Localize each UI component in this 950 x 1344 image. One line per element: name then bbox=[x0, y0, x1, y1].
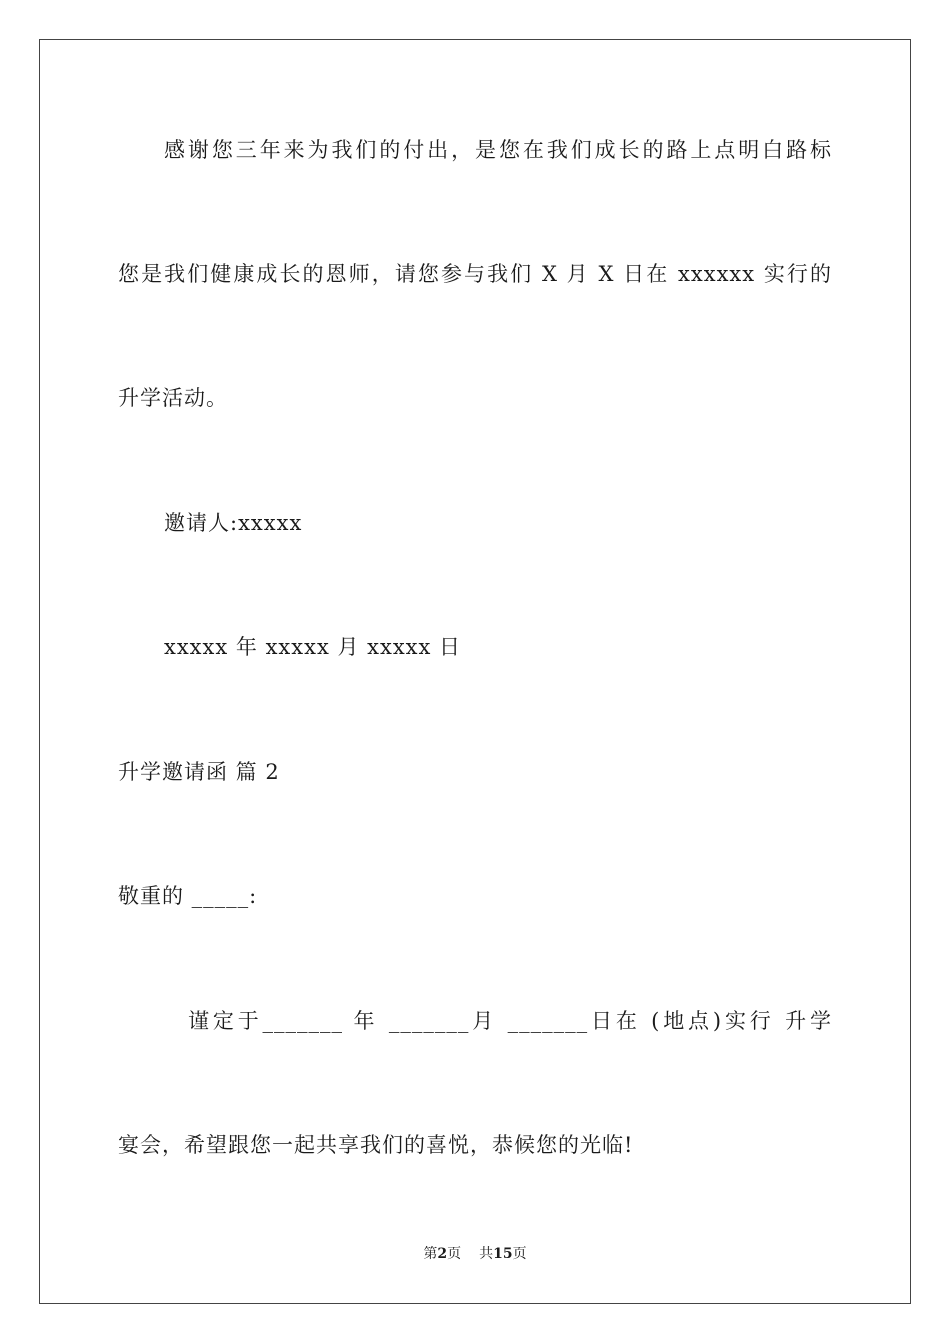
footer-page-unit: 页 bbox=[447, 1246, 462, 1262]
footer-page-number: 2 bbox=[437, 1246, 448, 1262]
paragraph-1-line-2: 您是我们健康成长的恩师，请您参与我们 X 月 X 日在 xxxxxx 实行的 bbox=[118, 262, 832, 286]
footer-total-prefix: 共 bbox=[479, 1246, 494, 1262]
paragraph-2-line-2: 宴会，希望跟您一起共享我们的喜悦，恭候您的光临! bbox=[118, 1133, 634, 1157]
footer-total-pages: 15 bbox=[493, 1246, 513, 1262]
paragraph-2-line-1: 谨定于_______ 年 _______月 _______日在 (地点)实行 升学 bbox=[188, 1009, 832, 1033]
page-footer bbox=[0, 1244, 950, 1264]
section-title: 升学邀请函 篇 2 bbox=[118, 760, 280, 784]
paragraph-1-line-1: 感谢您三年来为我们的付出，是您在我们成长的路上点明白路标 bbox=[164, 138, 832, 162]
date-line: xxxxx 年 xxxxx 月 xxxxx 日 bbox=[164, 635, 462, 659]
footer-prefix: 第 bbox=[423, 1246, 438, 1262]
greeting-line: 敬重的 _____: bbox=[118, 884, 258, 908]
inviter-line: 邀请人:xxxxx bbox=[164, 511, 303, 535]
footer-total-unit: 页 bbox=[512, 1246, 527, 1262]
page-frame bbox=[39, 39, 911, 1304]
paragraph-1-line-3: 升学活动。 bbox=[118, 386, 228, 410]
